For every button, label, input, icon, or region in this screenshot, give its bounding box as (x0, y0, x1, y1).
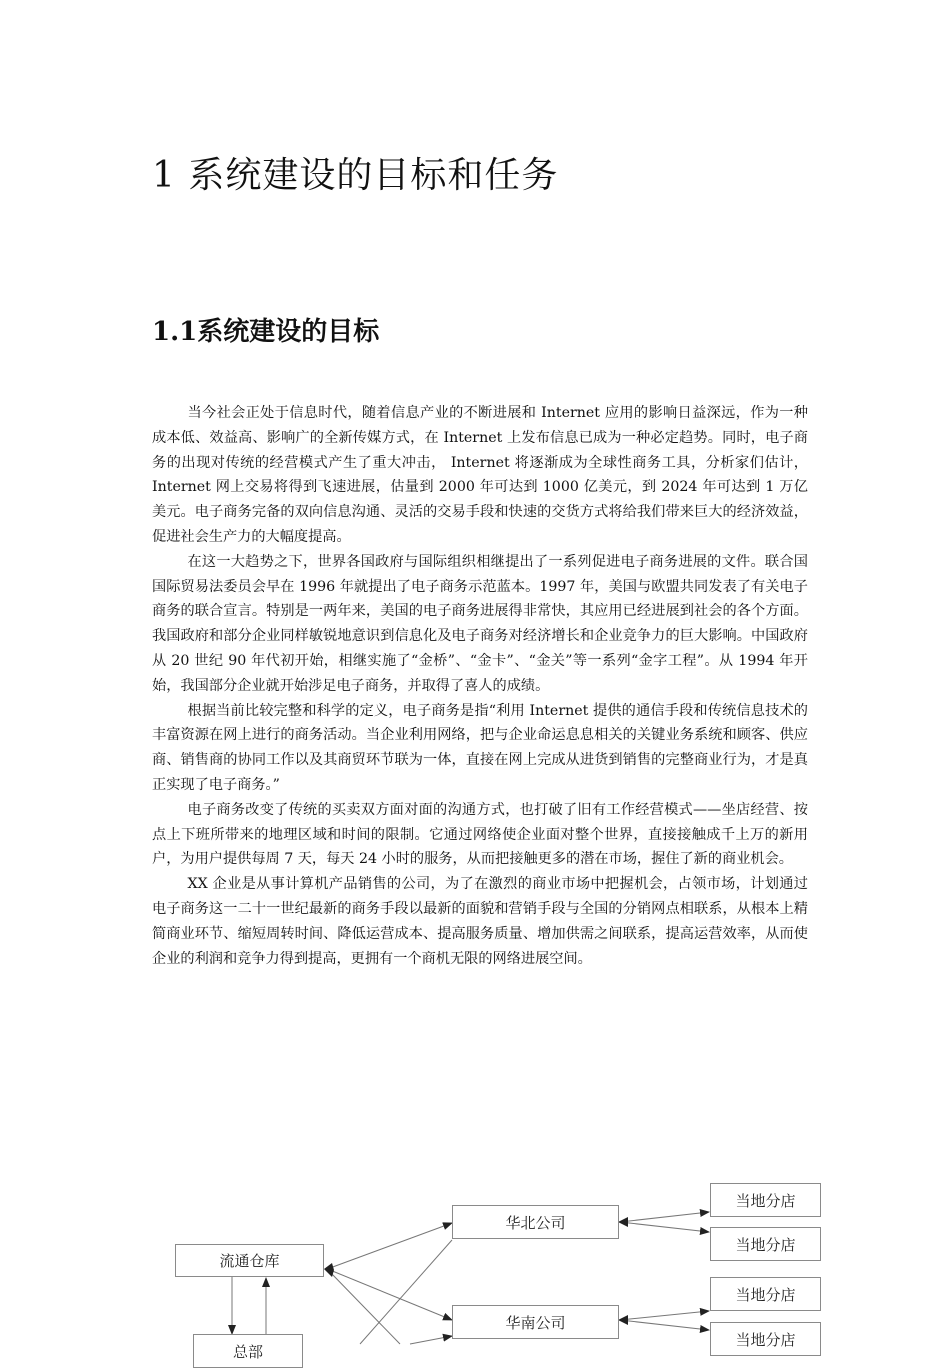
arrow-south-left (618, 1315, 628, 1325)
paragraph-1: 当今社会正处于信息时代，随着信息产业的不断进展和 Internet 应用的影响日益深远，作为一种成本低、效益高、影响广的全新传媒方式，在 Internet 上发布信息已成为一种必定趋势。同时，电子商务的出现对传统的经营模式产生了重大冲击， Internet 将逐渐成为全球性商务工具，分析家们估计， Internet 网上交易将得到飞速进展，估量到 2000 年可达到 1000 亿美元，到 2024 年可达到 1 万亿美元。电子商务完备的双向信息沟通、灵活的交易手段和快速的交货方式将给我们带来巨大的经济效益，促进社会生产力的大幅度提高。 (152, 405, 808, 545)
node-warehouse: 流通仓库 (175, 1244, 324, 1277)
node-store-1: 当地分店 (710, 1183, 821, 1217)
paragraph-2: 在这一大趋势之下，世界各国政府与国际组织相继提出了一系列促进电子商务进展的文件。联合国国际贸易法委员会早在 1996 年就提出了电子商务示范蓝本。1997 年，美国与欧盟共同发表了有关电子商务的联合宣言。特别是一两年来，美国的电子商务进展得非常快，其应用已经进展到社会的各个方面。我国政府和部分企业同样敏锐地意识到信息化及电子商务对经济增长和企业竞争力的巨大影响。中国政府从 20 世纪 90 年代初开始，相继实施了“金桥”、“金卡”、“金关”等一系列“金字工程”。从 1994 年开始，我国部分企业就开始涉足电子商务，并取得了喜人的成绩。 (152, 553, 808, 694)
line-cross-1 (330, 1272, 400, 1344)
paragraph-4: 电子商务改变了传统的买卖双方面对面的沟通方式，也打破了旧有工作经营模式——坐店经营、按点上下班所带来的地理区域和时间的限制。它通过网络使企业面对整个世界，直接接触成千上万的新用户，为用户提供每周 7 天，每天 24 小时的服务，从而把接触更多的潜在市场，握住了新的商业机会。 (152, 801, 808, 868)
chapter-heading: 1 系统建设的目标和任务 (152, 155, 559, 196)
node-north-company: 华北公司 (452, 1205, 619, 1239)
line-cross-2 (360, 1240, 452, 1344)
distribution-diagram (0, 1170, 950, 1361)
line-south-store3 (620, 1311, 709, 1320)
node-store-2: 当地分店 (710, 1227, 821, 1261)
line-warehouse-south (330, 1270, 452, 1320)
node-store-4: 当地分店 (710, 1322, 821, 1356)
paragraph-5: XX 企业是从事计算机产品销售的公司，为了在激烈的商业市场中把握机会，占领市场，计划通过电子商务这一二十一世纪最新的商务手段以最新的面貌和营销手段与全国的分销网点相联系，从根本上精简商业环节、缩短周转时间、降低运营成本、提高服务质量、增加供需之间联系，提高运营效率，从而使企业的利润和竞争力得到提高，更拥有一个商机无限的网络进展空间。 (152, 876, 808, 967)
paragraph-3: 根据当前比较完整和科学的定义，电子商务是指“利用 Internet 提供的通信手段和传统信息技术的丰富资源在网上进行的商务活动。当企业利用网络，把与企业命运息息相关的关键业务系统和顾客、供应商、销售商的协同工作以及其商贸环节联为一体，直接在网上完成从进货到销售的完整商业行为，才是真正实现了电子商务。” (152, 702, 808, 793)
node-store-3: 当地分店 (710, 1277, 821, 1311)
line-cross-3 (410, 1336, 452, 1344)
line-south-store4 (620, 1320, 709, 1330)
diamond-warehouse (324, 1263, 334, 1277)
section-heading: 1.1系统建设的目标 (152, 317, 380, 347)
body-text (152, 401, 808, 971)
node-head-partial: 总部 (193, 1334, 303, 1368)
node-south-company: 华南公司 (452, 1305, 619, 1339)
arrow-north-left (618, 1217, 628, 1227)
line-north-store1 (620, 1212, 709, 1222)
line-north-store2 (620, 1222, 709, 1232)
